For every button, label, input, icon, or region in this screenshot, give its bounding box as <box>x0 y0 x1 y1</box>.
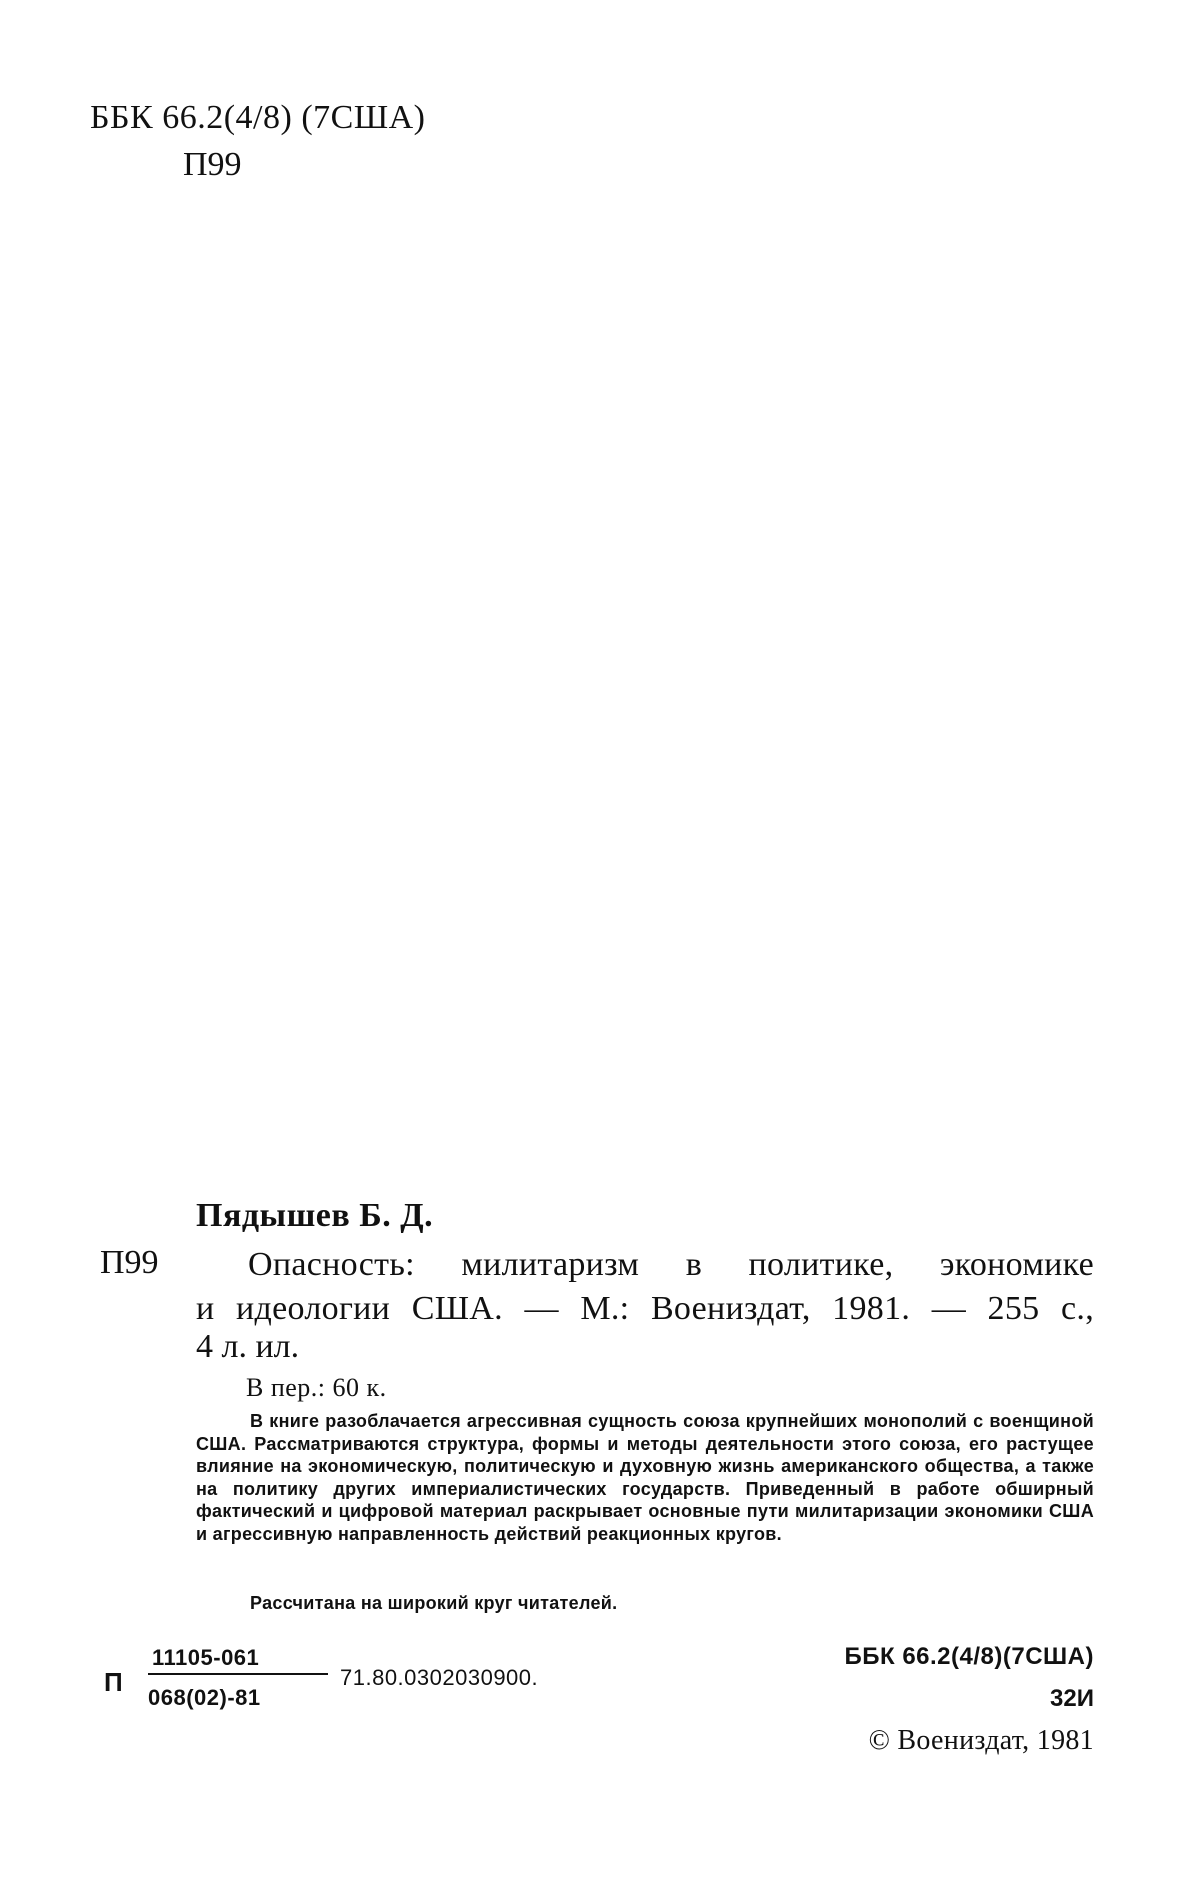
fraction-bar <box>148 1673 328 1675</box>
catalog-illustrations: 4 л. ил. <box>196 1328 300 1365</box>
footer-code: 32И <box>1050 1685 1094 1712</box>
bbk-index-footer: ББК 66.2(4/8)(7США) <box>844 1643 1094 1670</box>
index-formula-denominator: 068(02)-81 <box>148 1685 261 1710</box>
catalog-audience: Рассчитана на широкий круг читателей. <box>250 1593 618 1613</box>
author-sign-header: П99 <box>183 146 242 183</box>
catalog-author: Пядышев Б. Д. <box>196 1197 434 1234</box>
catalog-price: В пер.: 60 к. <box>246 1373 387 1402</box>
catalog-annotation: В книге разоблачается агрессивная сущность союза крупнейших монополий с военщиной США. Рассматриваются структура, формы и методы деятельности этого союза, его растущее влияние на экономическую, политическую и духовную жизнь американского общества, а также на политику других империалистических государств. Приведенный в работе обширный фактический и цифровой материал раскрывает основные пути милитаризации экономики США и агрессивную направленность действий реакционных кругов. <box>196 1411 1094 1544</box>
footer-block <box>845 1640 1095 1758</box>
copyright-notice: © Воениздат, 1981 <box>868 1725 1094 1756</box>
index-formula-fraction <box>148 1645 328 1711</box>
catalog-author-sign: П99 <box>100 1244 159 1281</box>
index-formula-prefix: П <box>104 1667 123 1697</box>
catalog-title-line-1: Опасность: милитаризм в политике, экономике <box>248 1246 1094 1283</box>
catalog-title-line-2: и идеологии США. — М.: Воениздат, 1981. — 255 с., <box>196 1290 1094 1327</box>
catalog-title <box>196 1243 1094 1331</box>
index-formula-numerator: 11105-061 <box>152 1645 260 1670</box>
index-formula-suffix: 71.80.0302030900. <box>340 1665 539 1690</box>
bbk-index-header: ББК 66.2(4/8) (7США) <box>90 99 426 136</box>
